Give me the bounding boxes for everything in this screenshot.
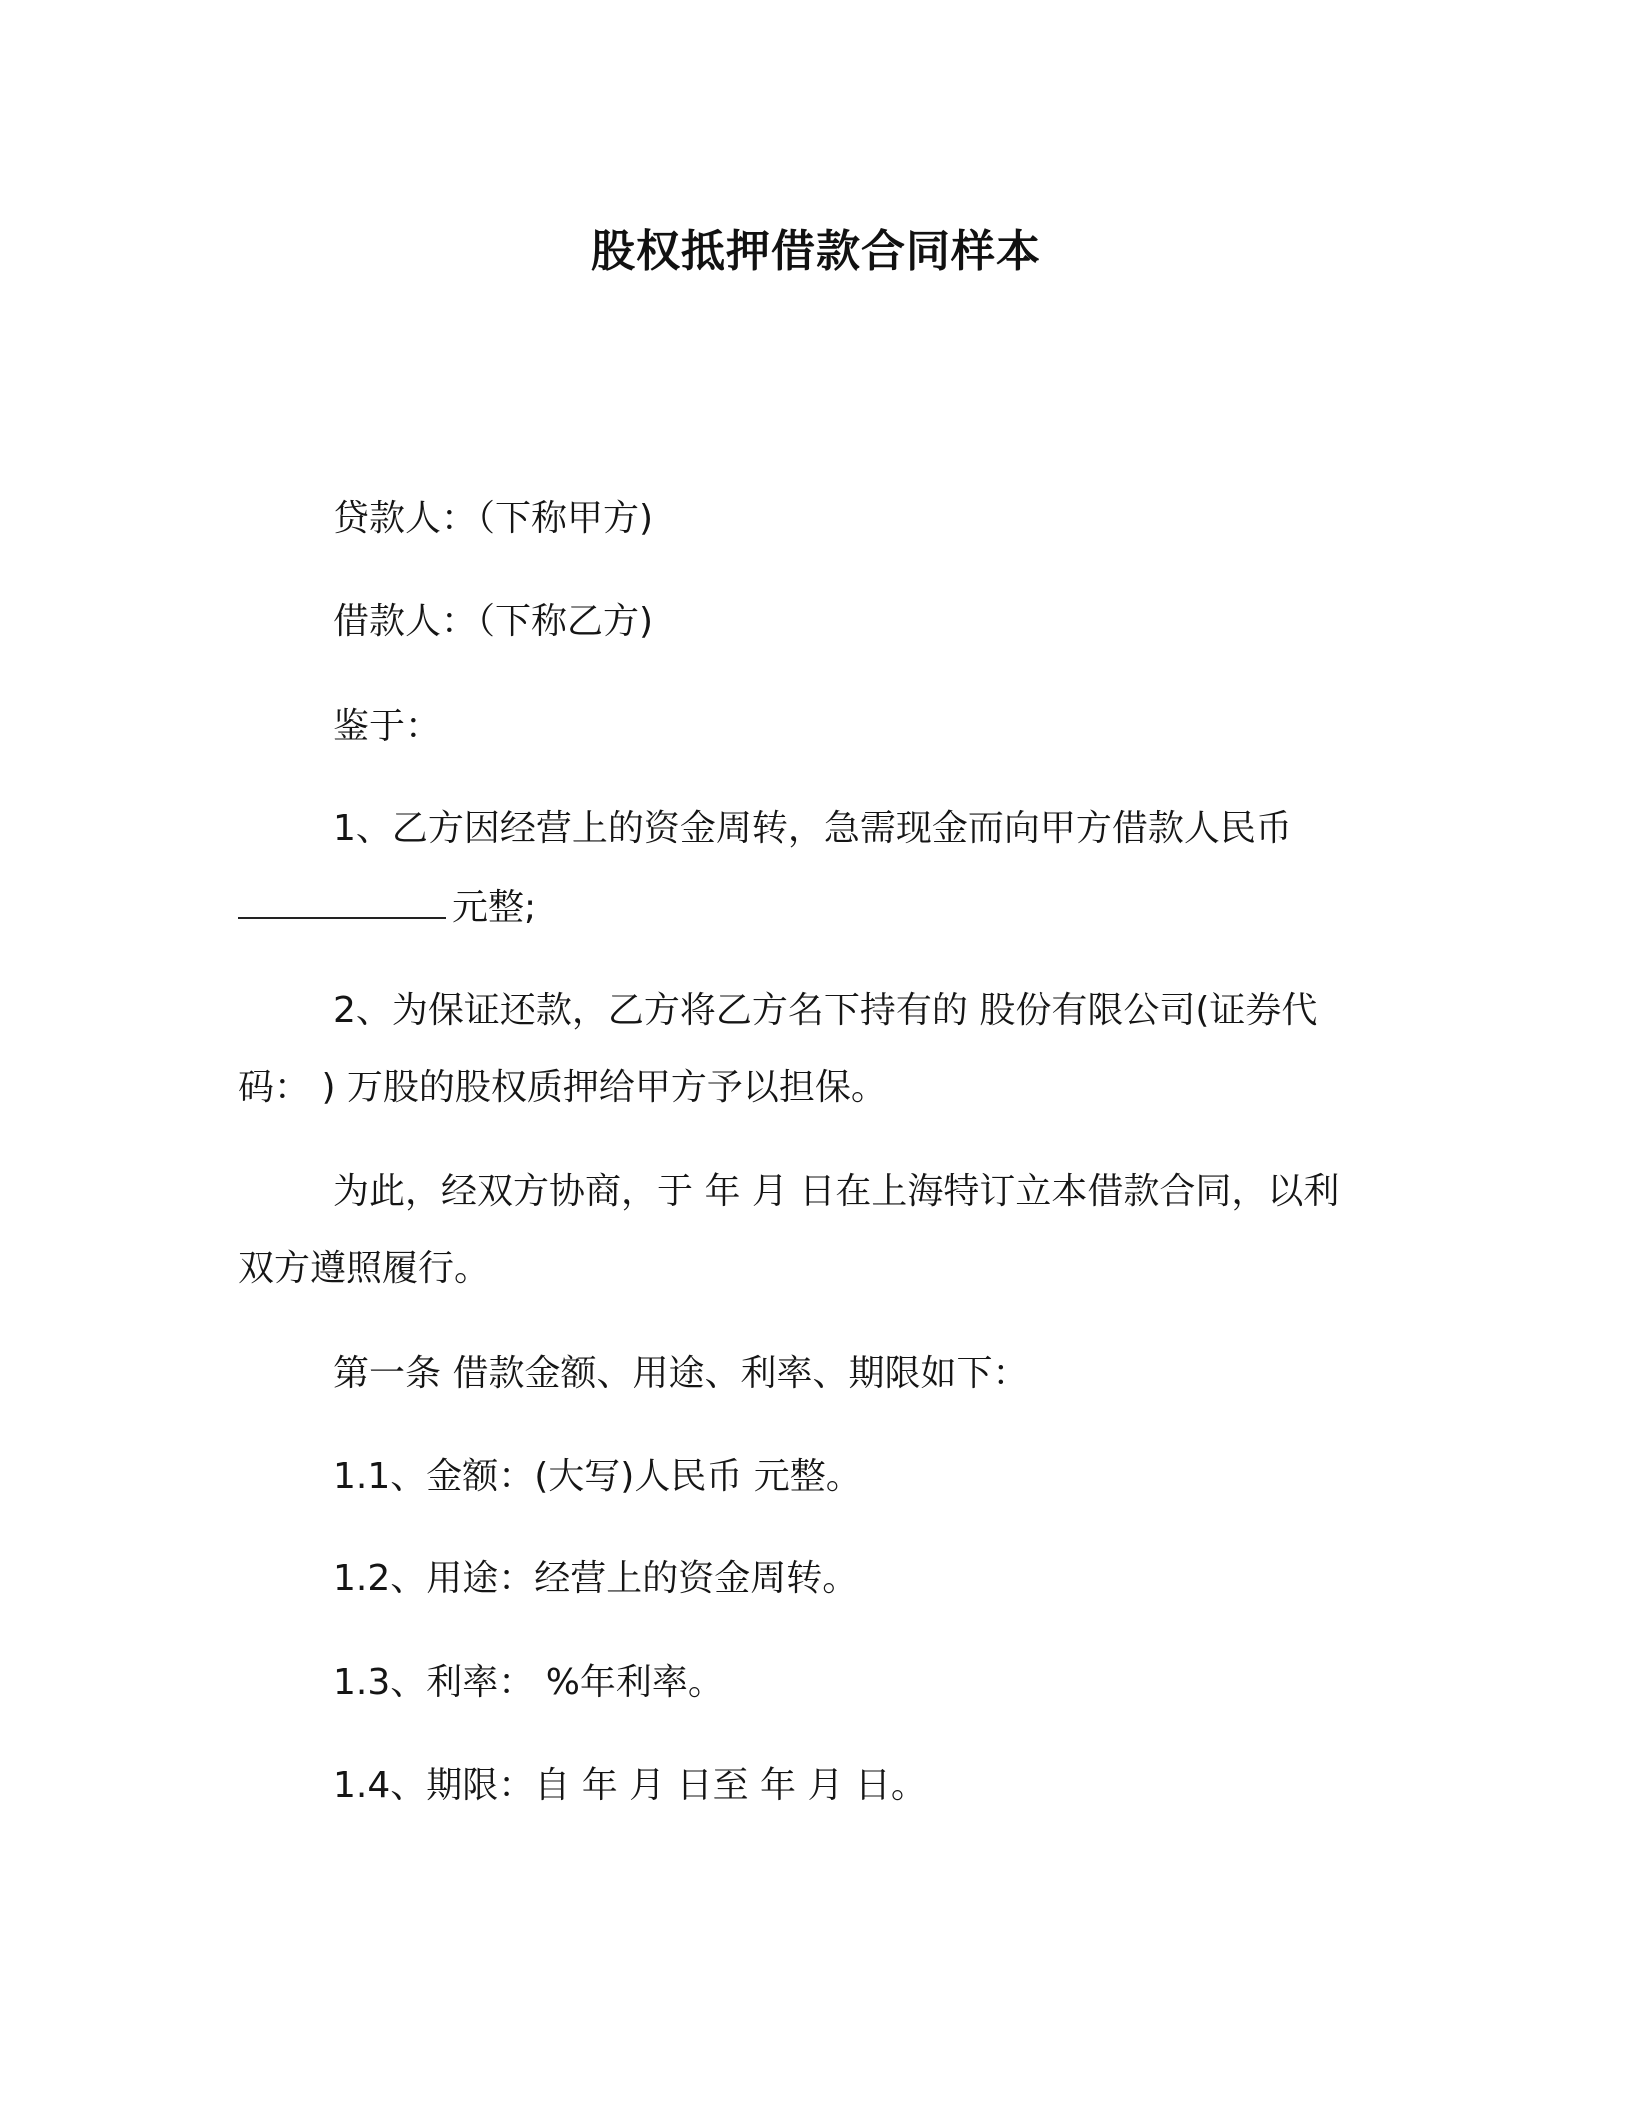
item-1-4: 1.4、期限：自 年 月 日至 年 月 日。: [333, 1765, 927, 1806]
hence-line-2: 双方遵照履行。: [238, 1248, 491, 1289]
clause-1-line-2: [238, 883, 536, 932]
clause-2-line-2: 码： ) 万股的股权质押给甲方予以担保。: [238, 1067, 887, 1108]
hence-line-1: 为此，经双方协商，于 年 月 日在上海特订立本借款合同，以利: [333, 1171, 1340, 1212]
clause-1-line-1: 1、乙方因经营上的资金周转，急需现金而向甲方借款人民币: [333, 808, 1292, 849]
whereas-heading: 鉴于：: [333, 706, 442, 747]
item-1-2: 1.2、用途：经营上的资金周转。: [333, 1558, 859, 1599]
article-1-heading: 第一条 借款金额、用途、利率、期限如下：: [333, 1353, 1029, 1394]
clause-1-suffix: 元整;: [452, 887, 537, 928]
item-1-3: 1.3、利率： %年利率。: [333, 1662, 724, 1703]
item-1-1: 1.1、金额：(大写)人民币 元整。: [333, 1456, 862, 1497]
clause-2-line-1: 2、为保证还款，乙方将乙方名下持有的 股份有限公司(证券代: [333, 990, 1318, 1031]
document-title: 股权抵押借款合同样本: [591, 226, 1041, 277]
amount-blank-field: [238, 883, 446, 919]
lender-line: 贷款人：（下称甲方): [333, 498, 654, 539]
borrower-line: 借款人：（下称乙方): [333, 601, 654, 642]
